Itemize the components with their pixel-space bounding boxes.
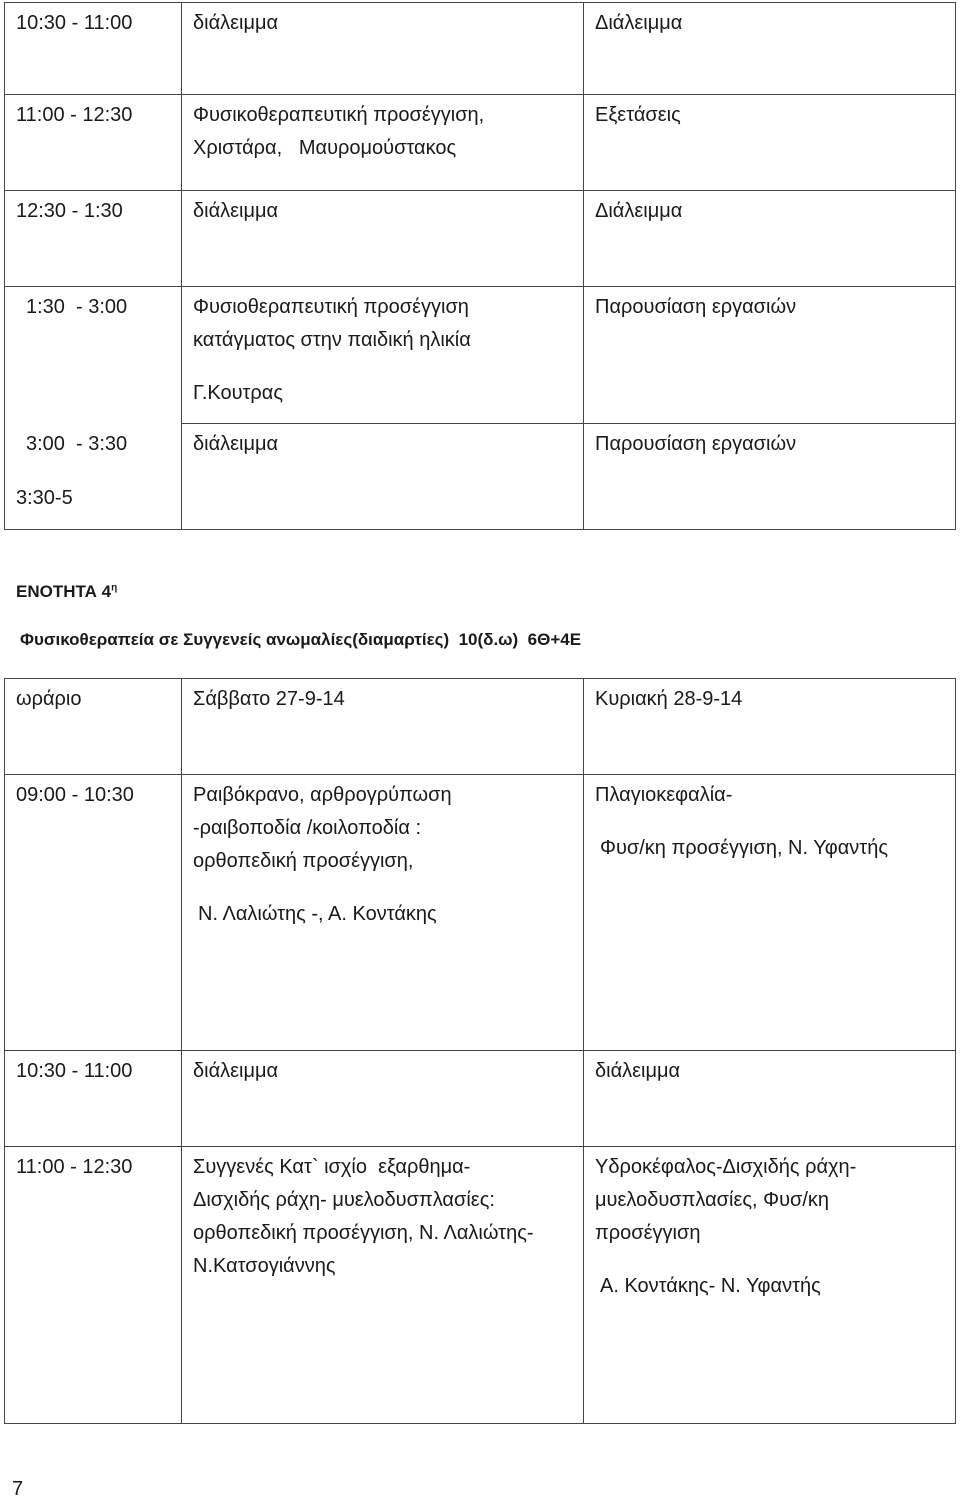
table-row	[5, 3, 956, 95]
saturday-cell: Φυσικοθεραπευτική προσέγγιση, Χριστάρα, Μαυρομούστακος	[182, 95, 584, 191]
sunday-cell: Υδροκέφαλος-Δισχιδής ράχη- μυελοδυσπλασίες, Φυσ/κη προσέγγιση Α. Κοντάκης- Ν. Υφαντής	[584, 1147, 956, 1424]
table-row	[5, 424, 956, 530]
sunday-cell: Εξετάσεις	[584, 95, 956, 191]
table-header-row	[5, 679, 956, 775]
time-cell: 3:00 - 3:30 3:30-5	[5, 424, 182, 530]
section-title: ΕΝΟΤΗΤΑ $4^\eta$	[16, 582, 118, 601]
time-cell: 09:00 - 10:30	[5, 775, 182, 1051]
saturday-cell: Συγγενές Κατ` ισχίο εξαρθημα- Δισχιδής ράχη- μυελοδυσπλασίες: ορθοπεδική προσέγγιση, Ν. Λαλιώτης- Ν.Κατσογιάννης	[182, 1147, 584, 1424]
time-cell: 10:30 - 11:00	[5, 3, 182, 95]
table-row	[5, 191, 956, 287]
time-cell: 10:30 - 11:00	[5, 1051, 182, 1147]
section-subtitle: Φυσικοθεραπεία σε Συγγενείς ανωμαλίες(διαμαρτίες) 10(δ.ω) 6Θ+4Ε	[20, 630, 582, 649]
table-row	[5, 775, 956, 1051]
saturday-cell: Φυσιοθεραπευτική προσέγγιση κατάγματος στην παιδική ηλικία Γ.Κουτρας	[182, 287, 584, 424]
sunday-cell: Παρουσίαση εργασιών	[584, 424, 956, 530]
time-cell: 11:00 - 12:30	[5, 1147, 182, 1424]
saturday-cell: Ραιβόκρανο, αρθρογρύπωση -ραιβοποδία /κοιλοποδία : ορθοπεδική προσέγγιση, Ν. Λαλιώτης -, Α. Κοντάκης	[182, 775, 584, 1051]
header-time: ωράριο	[5, 679, 182, 775]
saturday-cell: διάλειμμα	[182, 3, 584, 95]
schedule-table-top	[4, 2, 956, 530]
schedule-table-bottom	[4, 678, 956, 1424]
table-row	[5, 95, 956, 191]
saturday-cell: διάλειμμα	[182, 1051, 584, 1147]
header-saturday: Σάββατο 27-9-14	[182, 679, 584, 775]
sunday-cell: διάλειμμα	[584, 1051, 956, 1147]
saturday-cell: διάλειμμα	[182, 191, 584, 287]
time-cell: 1:30 - 3:00	[5, 287, 182, 424]
page-number: 7	[12, 1478, 24, 1500]
time-cell: 12:30 - 1:30	[5, 191, 182, 287]
header-sunday: Κυριακή 28-9-14	[584, 679, 956, 775]
time-cell: 11:00 - 12:30	[5, 95, 182, 191]
sunday-cell: Παρουσίαση εργασιών	[584, 287, 956, 424]
sunday-cell: Διάλειμμα	[584, 3, 956, 95]
table-row	[5, 287, 956, 424]
sunday-cell: Διάλειμμα	[584, 191, 956, 287]
table-row	[5, 1051, 956, 1147]
saturday-cell: διάλειμμα	[182, 424, 584, 530]
table-row	[5, 1147, 956, 1424]
sunday-cell: Πλαγιοκεφαλία- Φυσ/κη προσέγγιση, Ν. Υφαντής	[584, 775, 956, 1051]
